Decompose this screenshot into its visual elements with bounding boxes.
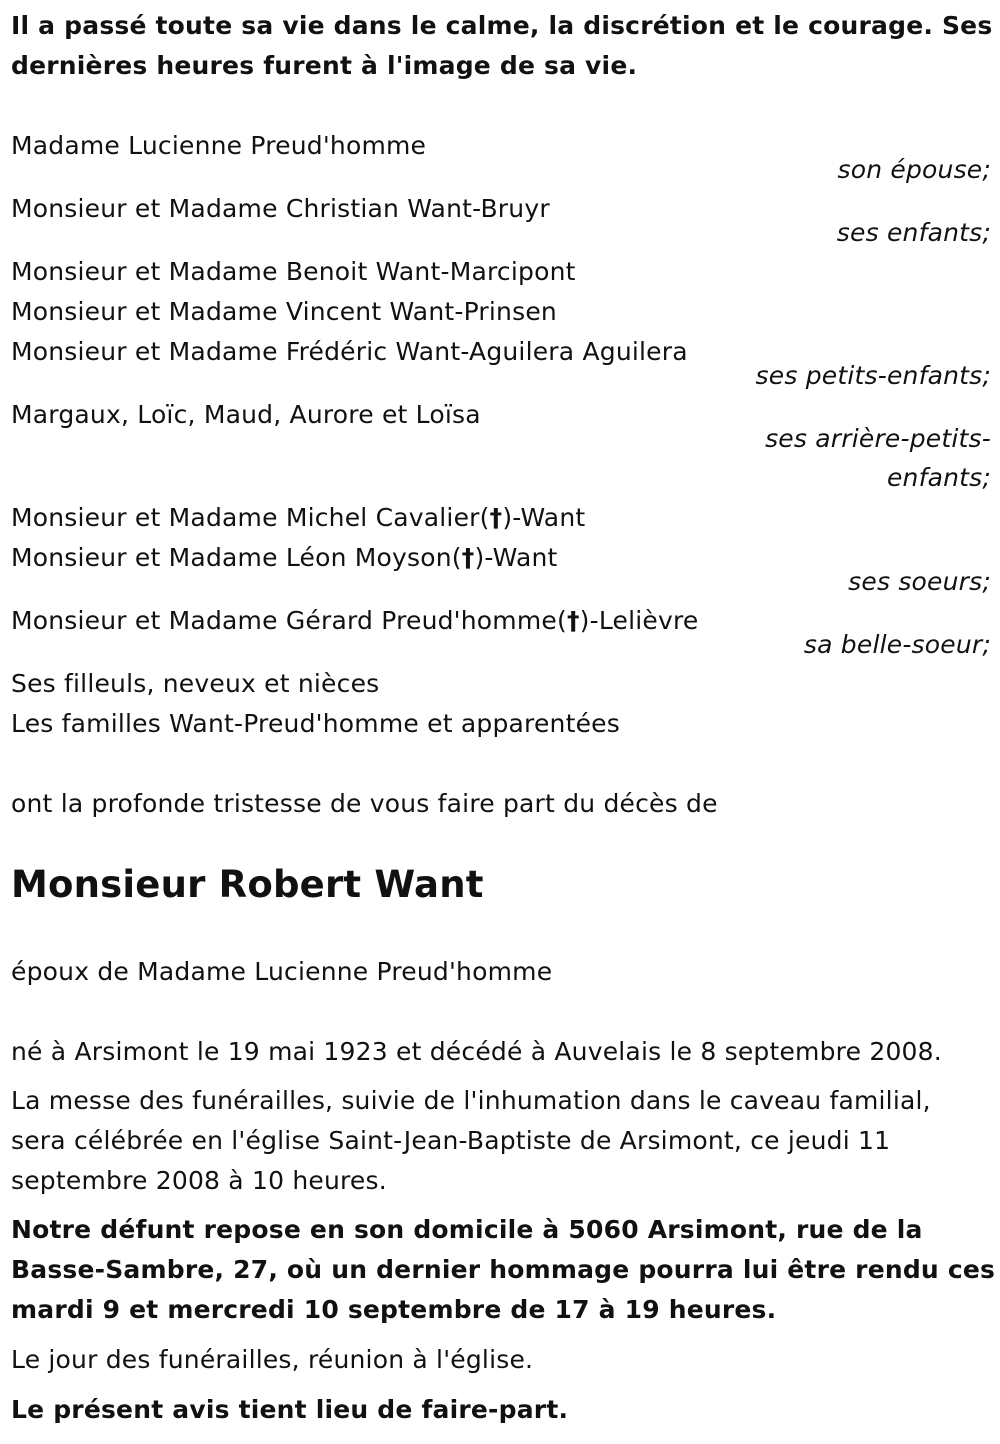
role-sisters: ses soeurs; — [848, 567, 991, 596]
sister-name-before: Monsieur et Madame Léon Moyson( — [11, 543, 462, 572]
family-children: Monsieur et Madame Christian Want-Bruyr — [11, 194, 550, 223]
announcement: ont la profonde tristesse de vous faire part du décès de — [11, 789, 718, 818]
family-grandchild: Monsieur et Madame Frédéric Want-Aguilera Aguilera — [11, 337, 688, 366]
family-others: Ses filleuls, neveux et nièces — [11, 669, 380, 698]
family-spouse: Madame Lucienne Preud'homme — [11, 131, 427, 160]
funeral-meeting: Le jour des funérailles, réunion à l'église. — [11, 1345, 534, 1374]
funeral-mass-line: septembre 2008 à 10 heures. — [11, 1166, 387, 1195]
sister-in-law-after: )-Lelièvre — [579, 606, 699, 635]
cross-icon: † — [489, 503, 503, 532]
notice-statement: Le présent avis tient lieu de faire-part. — [11, 1395, 569, 1424]
role-sister-in-law: sa belle-soeur; — [803, 630, 991, 659]
intro-line-2: dernières heures furent à l'image de sa vie. — [11, 51, 638, 80]
role-great-grandchildren-2: enfants; — [886, 463, 991, 492]
funeral-mass-line: sera célébrée en l'église Saint-Jean-Baptiste de Arsimont, ce jeudi 11 — [11, 1126, 891, 1155]
funeral-mass-line: La messe des funérailles, suivie de l'inhumation dans le caveau familial, — [11, 1086, 931, 1115]
sister-name-after: )-Want — [502, 503, 586, 532]
viewing-line: mardi 9 et mercredi 10 septembre de 17 à 19 heures. — [11, 1295, 777, 1324]
role-great-grandchildren-1: ses arrière-petits- — [765, 424, 991, 453]
role-spouse: son épouse; — [837, 155, 991, 184]
deceased-birth-death: né à Arsimont le 19 mai 1923 et décédé à Auvelais le 8 septembre 2008. — [11, 1037, 942, 1066]
intro-line-1: Il a passé toute sa vie dans le calme, la discrétion et le courage. Ses — [11, 11, 993, 40]
family-great-grandchildren: Margaux, Loïc, Maud, Aurore et Loïsa — [11, 400, 481, 429]
family-others: Les familles Want-Preud'homme et apparentées — [11, 709, 620, 738]
cross-icon: † — [461, 543, 475, 572]
viewing-line: Basse-Sambre, 27, où un dernier hommage pourra lui être rendu ces — [11, 1255, 996, 1284]
sister-in-law-before: Monsieur et Madame Gérard Preud'homme( — [11, 606, 567, 635]
family-sister — [11, 538, 558, 578]
deceased-name: Monsieur Robert Want — [11, 863, 484, 906]
family-grandchild: Monsieur et Madame Benoit Want-Marcipont — [11, 257, 576, 286]
cross-icon: † — [566, 606, 580, 635]
sister-name-after: )-Want — [474, 543, 558, 572]
family-sister-in-law — [11, 601, 698, 641]
role-grandchildren: ses petits-enfants; — [755, 361, 991, 390]
deceased-spouse-line: époux de Madame Lucienne Preud'homme — [11, 957, 553, 986]
viewing-line: Notre défunt repose en son domicile à 5060 Arsimont, rue de la — [11, 1215, 923, 1244]
family-grandchild: Monsieur et Madame Vincent Want-Prinsen — [11, 297, 557, 326]
role-children: ses enfants; — [836, 218, 991, 247]
family-sister — [11, 498, 585, 538]
sister-name-before: Monsieur et Madame Michel Cavalier( — [11, 503, 490, 532]
